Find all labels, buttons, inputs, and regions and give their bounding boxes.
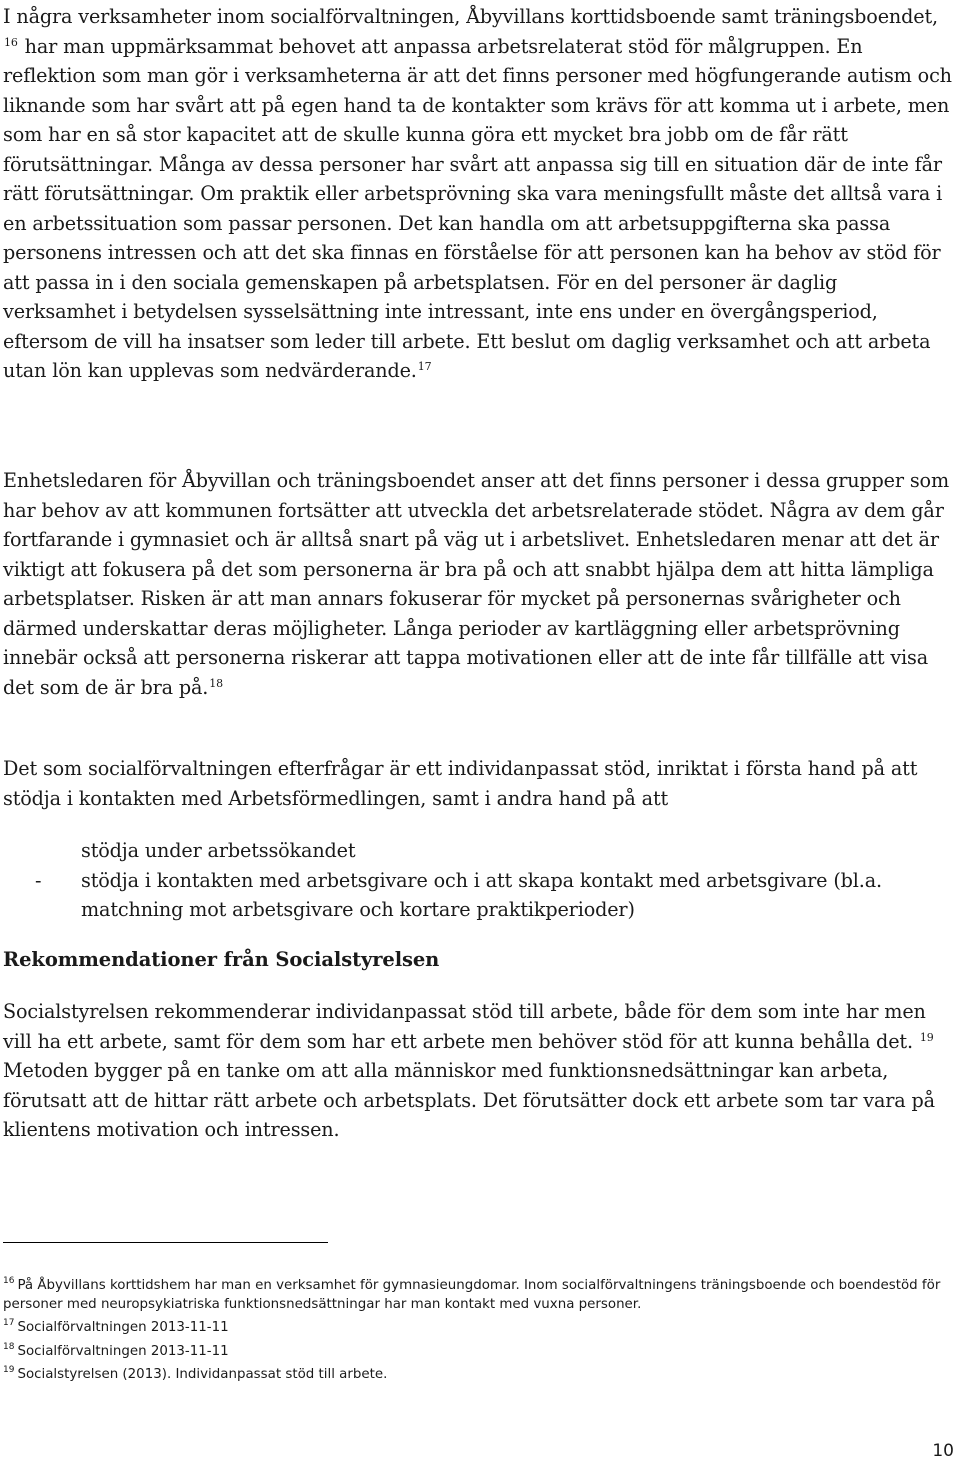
list-item <box>3 836 953 866</box>
footnote-text: Socialstyrelsen (2013). Individanpassat stöd till arbete. <box>17 1366 388 1382</box>
footnote-ref-19[interactable]: 19 <box>919 1030 934 1044</box>
footnote-text: Socialförvaltningen 2013-11-11 <box>17 1320 229 1336</box>
paragraph-1-text-end: har man uppmärksammat behovet att anpassa arbetsrelaterat stöd för målgruppen. En reflektion som man gör i verksamheterna är att det finns personer med högfungerande autism och liknande som har svårt att på egen hand ta de kontakter som krävs för att komma ut i arbete, men som har en så stor kapacitet att de skulle kunna göra ett mycket bra jobb om de får rätt förutsättningar. Många av dessa personer har svårt att anpassa sig till en situation där de inte får rätt förutsättningar. Om praktik eller arbetsprövning ska vara meningsfullt måste det alltså vara i en arbetssituation som passar personen. Det kan handla om att arbetsuppgifterna ska passa personens intressen och att det ska finnas en förståelse för att personen kan ha behov av stöd för att passa in i den sociala gemenskapen på arbetsplatsen. För en del personer är daglig verksamhet i betydelsen sysselsättning inte intressant, inte ens under en övergångsperiod, eftersom de vill ha insatser som leder till arbete. Ett beslut om daglig verksamhet och att arbeta utan lön kan upplevas som nedvärderande. <box>3 34 952 382</box>
list-item-text: stödja i kontakten med arbetsgivare och i att skapa kontakt med arbetsgivare (bl.a. matchning mot arbetsgivare och kortare praktikperioder) <box>81 868 882 921</box>
footnote-text: Socialförvaltningen 2013-11-11 <box>17 1343 229 1359</box>
list-item <box>3 866 953 925</box>
paragraph-1 <box>3 2 953 386</box>
footnote-16 <box>3 1276 943 1314</box>
footnote-ref-17[interactable]: 17 <box>417 360 432 373</box>
paragraph-1-text-start: I några verksamheter inom socialförvaltningen, Åbyvillans korttidsboende samt träningsboendet, <box>3 5 938 28</box>
footnote-19 <box>3 1365 943 1384</box>
list-item-text: stödja under arbetssökandet <box>81 839 356 862</box>
footnote-number: 17 <box>3 1318 15 1329</box>
footnote-ref-18[interactable]: 18 <box>209 676 223 690</box>
page-number: 10 <box>932 1441 954 1461</box>
footnote-number: 18 <box>3 1341 15 1352</box>
support-list <box>3 836 953 925</box>
footnotes <box>3 1276 943 1388</box>
paragraph-2 <box>3 466 953 702</box>
paragraph-4-text-end: Metoden bygger på en tanke om att alla människor med funktionsnedsättningar kan arbeta, förutsatt att de hittar rätt arbete och arbetsplats. Det förutsätter dock ett arbete som tar vara på klientens motivation och intressen. <box>3 1059 935 1141</box>
footnote-text: På Åbyvillans korttidshem har man en verksamhet för gymnasieungdomar. Inom socialförvaltningens träningsboende och boendestöd för personer med neuropsykiatriska funktionsnedsättningar har man kontakt med vuxna personer. <box>3 1278 941 1313</box>
paragraph-3-text: Det som socialförvaltningen efterfrågar är ett individanpassat stöd, inriktat i första hand på att stödja i kontakten med Arbetsförmedlingen, samt i andra hand på att <box>3 757 918 810</box>
footnote-number: 19 <box>3 1364 15 1375</box>
footnote-18 <box>3 1342 943 1361</box>
footnote-ref-16[interactable]: 16 <box>4 35 18 49</box>
footnote-17 <box>3 1318 943 1337</box>
footnote-separator <box>3 1242 328 1243</box>
paragraph-4 <box>3 997 953 1145</box>
section-heading: Rekommendationer från Socialstyrelsen <box>3 948 440 971</box>
footnote-number: 16 <box>3 1276 15 1286</box>
list-dash: - <box>35 868 42 892</box>
paragraph-2-text: Enhetsledaren för Åbyvillan och träningsboendet anser att det finns personer i dessa grupper som har behov av att kommunen fortsätter att utveckla det arbetsrelaterade stödet. Några av dem går fortfarande i gymnasiet och är alltså snart på väg ut i arbetslivet. Enhetsledaren menar att det är viktigt att fokusera på det som personerna är bra på och att snabbt hjälpa dem att hitta lämpliga arbetsplatser. Risken är att man annars fokuserar för mycket på personernas svårigheter och därmed underskattar deras möjligheter. Långa perioder av kartläggning eller arbetsprövning innebär också att personerna riskerar att tappa motivationen eller att de inte får tillfälle att visa det som de är bra på. <box>3 469 950 699</box>
paragraph-4-text-start: Socialstyrelsen rekommenderar individanpassat stöd till arbete, både för dem som inte har men vill ha ett arbete, samt för dem som har ett arbete men behöver stöd för att kunna behålla det. <box>3 1000 926 1053</box>
paragraph-3 <box>3 754 953 813</box>
